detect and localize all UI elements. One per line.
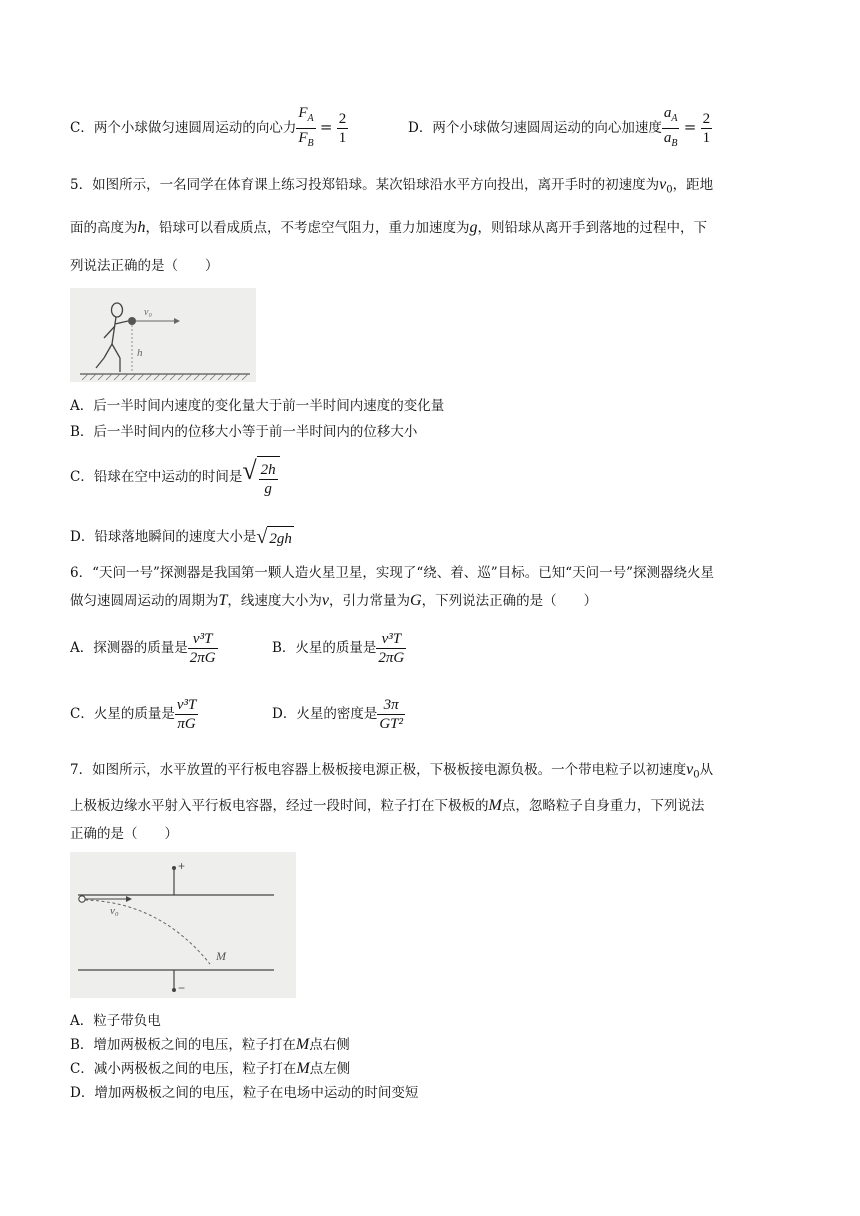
q4-option-d: D．两个小球做匀速圆周运动的向心加速度 $\frac{a_A}{a_B}$ = $\frac{2}{1}$ [408,104,712,153]
q5-option-c-text: C．铅球在空中运动的时间是 [70,469,243,485]
frac-den: a [663,130,672,146]
q6-option-c [70,694,198,734]
q5-stem-line3 [70,256,219,276]
q6-text: 6．“天问一号”探测器是我国第一颗人造火星卫星，实现了“绕、着、巡”目标。已知“天问一号”探测器绕火星 [70,565,714,581]
q4-option-c-text: C．两个小球做匀速圆周运动的向心力 [70,120,297,136]
q7-plus-label: + [178,859,186,873]
q4-option-c: C．两个小球做匀速圆周运动的向心力 $\frac{F_A}{F_B}$ = $\frac{2}{1}$ [70,104,348,153]
q5-option-c-sqrt [242,456,279,499]
sqrt-sign: √ [256,526,268,548]
q6-option-d-text: D．火星的密度是 [272,706,378,722]
frac-den: F [298,130,308,146]
q5-text: 列说法正确的是（ ） [70,258,219,274]
q7-option-a-text: A．粒子带负电 [70,1013,161,1029]
q6-option-a-text: A．探测器的质量是 [70,640,188,656]
q7-option-b-text: 点右侧 [309,1037,350,1053]
q7-minus-label: − [178,981,186,995]
q6-text: ，线速度大小为 [227,593,322,609]
q5-shotput-diagram [70,288,256,382]
q7-stem-line1 [70,760,713,786]
q7-figure-M-label: M [216,949,226,963]
q5-option-d-sqrt [256,526,293,549]
q4-option-d-value [701,110,713,147]
q5-option-d-text: D．铅球落地瞬间的速度大小是 [70,529,257,545]
q5-text: ，距地 [672,177,714,193]
q5-g: g [469,219,478,236]
q7-option-b-text: B．增加两极板之间的电压，粒子打在 [70,1037,296,1053]
q6-option-b [272,628,406,668]
q7-option-c [70,1059,350,1079]
frac-num-sub: A [671,113,678,124]
q5-shotput-figure [70,288,256,382]
q6-option-b-num: v³T [376,630,406,649]
q6-stem-line1 [70,563,714,583]
q6-stem-line2 [70,591,597,611]
q7-option-a [70,1011,161,1031]
q6-option-d-den: GT² [379,716,403,732]
q5-option-a-text: A．后一半时间内速度的变化量大于前一半时间内速度的变化量 [70,398,445,414]
q6-option-d-num: 3π [377,696,405,715]
q5-option-c [70,456,280,499]
q6-option-a-num: v³T [188,630,218,649]
q5-option-a [70,396,444,416]
q5-option-b-text: B．后一半时间内的位移大小等于前一半时间内的位移大小 [70,424,418,440]
q7-option-c-text: C．减小两极板之间的电压，粒子打在 [70,1061,297,1077]
q7-text: 7．如图所示，水平放置的平行板电容器上极板接电源正极，下极板接电源负极。一个带电粒子以初速度 [70,762,687,778]
q7-text: 点，忽略粒子自身重力，下列说法 [501,798,705,814]
q7-option-d-text: D．增加两极板之间的电压，粒子在电场中运动的时间变短 [70,1085,419,1101]
q4-option-c-value [337,110,349,147]
q7-capacitor-diagram [70,852,296,998]
q6-option-c-num: v³T [176,697,197,713]
q5-text: 5．如图所示，一名同学在体育课上练习投郑铅球。某次铅球沿水平方向投出，离开手时的初速度为 [70,177,660,193]
q7-text: 上极板边缘水平射入平行板电容器，经过一段时间，粒子打在下极板的 [70,798,489,814]
q5-stem-line2 [70,218,707,238]
q5-text: 面的高度为 [70,220,138,236]
q6-G: G [410,592,422,609]
q7-capacitor-figure [70,852,296,998]
q5-figure-h-label: h [137,347,143,359]
sqrt-frac-den: g [264,481,272,498]
value-den: 1 [338,130,347,146]
q7-figure-v0-label: v₀ [110,905,119,917]
q5-option-d [70,526,294,549]
frac-den-sub: B [671,138,678,149]
q7-option-c-M: M [296,1060,310,1077]
q6-v: v [321,592,330,609]
frac-num: a [663,105,672,121]
q5-v0: v [659,176,667,193]
q5-v0-sub: 0 [666,184,673,196]
q6-option-a-den: 2πG [189,650,216,666]
q7-v0: v [686,761,694,778]
q6-option-b-den: 2πG [378,650,405,666]
frac-num: F [298,105,308,121]
q7-text: 从 [699,762,714,778]
q7-option-b [70,1035,350,1055]
q6-option-b-text: B．火星的质量是 [272,640,377,656]
value-den: 1 [702,130,711,146]
value-num: 2 [702,111,711,127]
q7-M: M [488,797,502,814]
q6-text: ，引力常量为 [329,593,411,609]
q6-option-d [272,694,405,734]
q6-T: T [218,592,228,609]
sqrt-sign: √ [242,456,257,485]
q7-v0-sub: 0 [693,769,700,781]
q6-text: ，下列说法正确的是（ ） [421,593,598,609]
q5-h: h [137,219,146,236]
q4-option-c-fraction [296,104,315,153]
frac-num-sub: A [307,113,314,124]
q5-stem-line1 [70,175,713,201]
q6-option-c-den: πG [177,716,196,732]
q7-stem-line3 [70,824,178,844]
q7-option-b-M: M [295,1036,310,1053]
q7-option-c-text: 点左侧 [309,1061,351,1077]
frac-den-sub: B [307,138,314,149]
sqrt-frac-num: 2h [260,462,276,479]
q4-option-d-text: D．两个小球做匀速圆周运动的向心加速度 [408,120,662,136]
q7-text: 正确的是（ ） [70,826,178,842]
value-num: 2 [338,111,347,127]
q5-figure-v0-label: v₀ [144,307,152,318]
q6-text: 做匀速圆周运动的周期为 [70,593,219,609]
q7-stem-line2 [70,796,704,816]
sqrt-body: 2gh [267,526,294,549]
q6-option-a [70,628,218,668]
q5-text: ，铅球可以看成质点，不考虑空气阻力，重力加速度为 [145,220,470,236]
q4-option-d-fraction [662,104,680,153]
q5-text: ，则铅球从离开手到落地的过程中，下 [477,220,707,236]
q7-option-d [70,1083,418,1103]
q5-option-b [70,422,417,442]
q6-option-c-text: C．火星的质量是 [70,706,175,722]
